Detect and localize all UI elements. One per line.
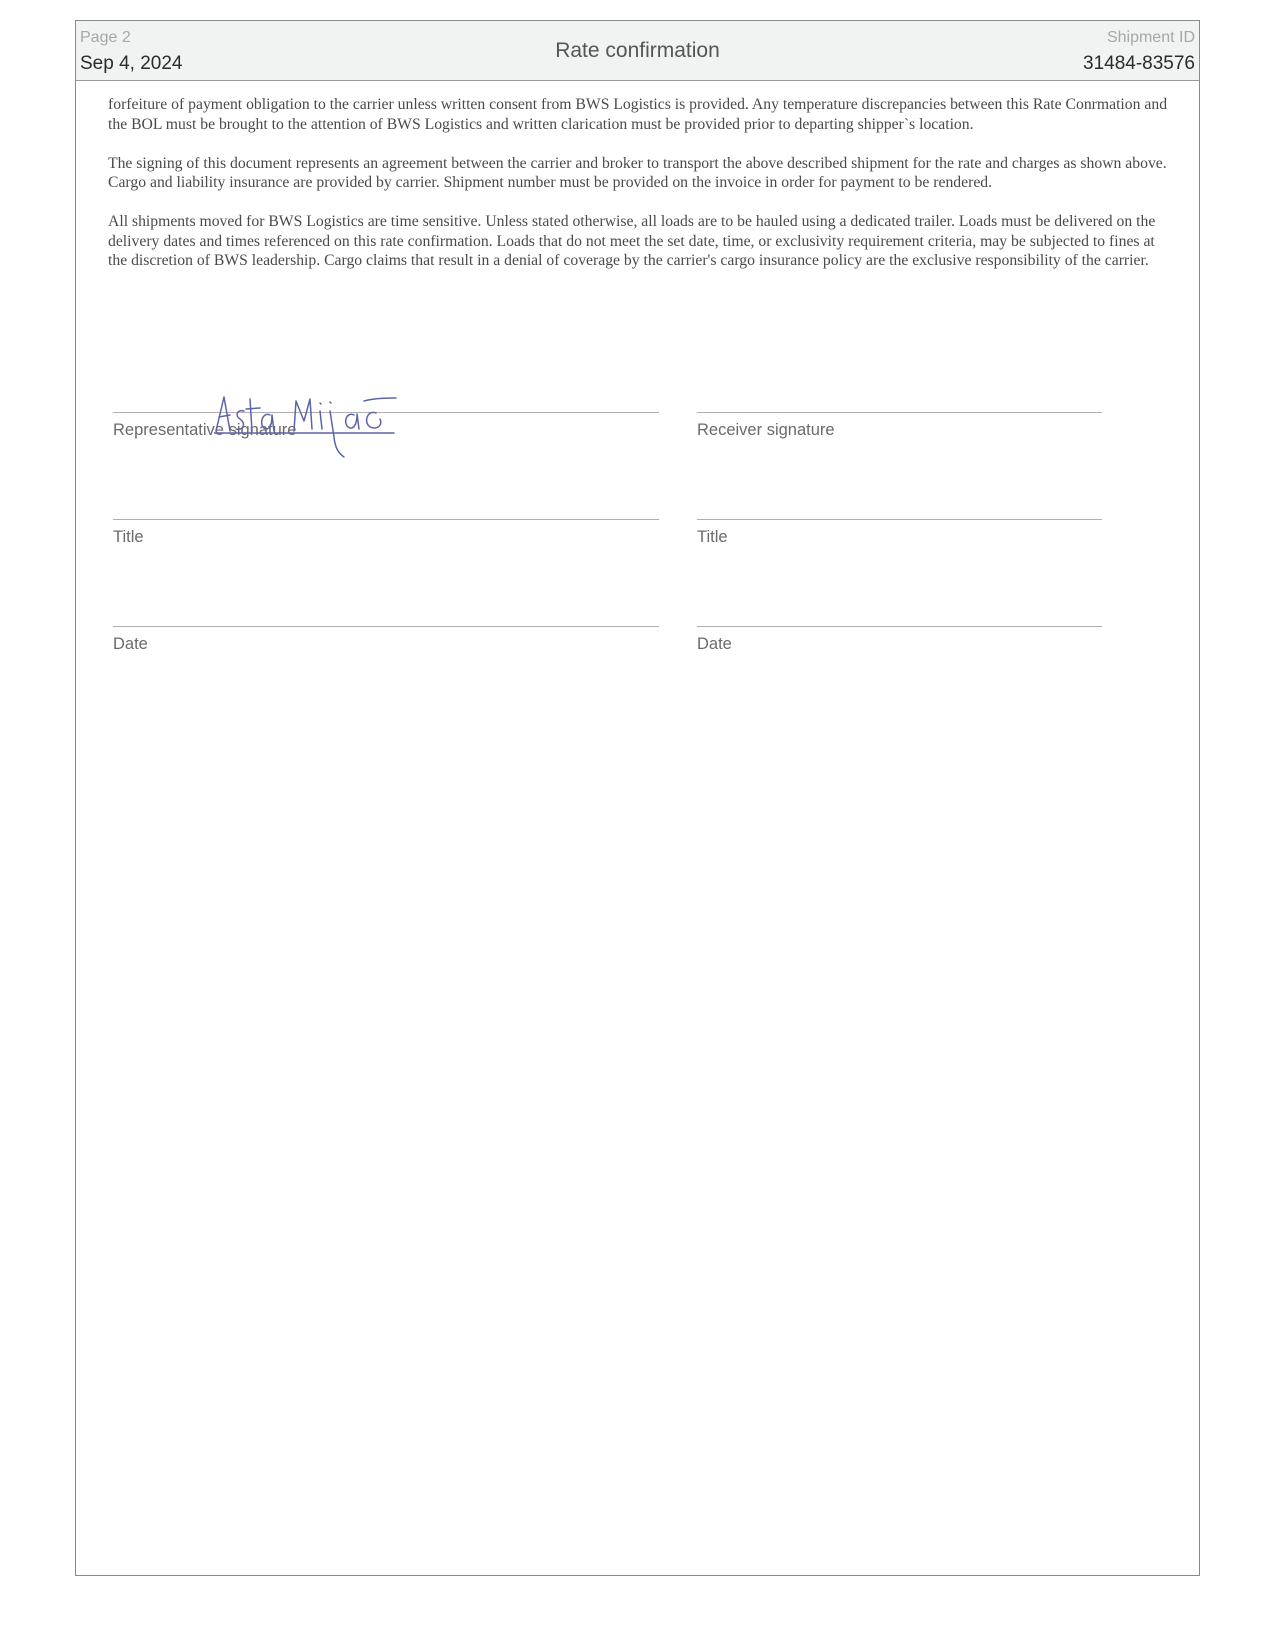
receiver-title-label: Title [697, 528, 728, 546]
shipment-id-value: 31484-83576 [1083, 53, 1195, 74]
page-number-label: Page 2 [80, 29, 131, 46]
receiver-signature-line[interactable] [697, 412, 1102, 413]
shipment-id-label: Shipment ID [1106, 29, 1195, 46]
receiver-date-line[interactable] [697, 626, 1102, 627]
handwritten-signature [214, 393, 414, 473]
representative-date-line[interactable] [113, 626, 659, 627]
receiver-signature-label: Receiver signature [697, 421, 835, 439]
receiver-date-label: Date [697, 635, 732, 653]
document-date: Sep 4, 2024 [80, 53, 183, 74]
representative-signature-block [113, 21, 659, 721]
terms-paragraph-1: forfeiture of payment obligation to the carrier unless written consent from BWS Logistics is provided. Any temperature discrepancies between this Rate Conrmation and the BOL must be brought to the attention of BWS Logistics and written clarication must be provided prior to departing shipper`s location. [108, 96, 1168, 133]
signature-name-text: Asta Mijac [214, 471, 220, 472]
representative-date-label: Date [113, 635, 148, 653]
receiver-title-line[interactable] [697, 519, 1102, 520]
representative-title-label: Title [113, 528, 144, 546]
terms-paragraph-3: All shipments moved for BWS Logistics are time sensitive. Unless stated otherwise, all loads are to be hauled using a dedicated trailer. Loads must be delivered on the delivery dates and times referenced on this rate confirmation. Loads that do not meet the set date, time, or exclusivity requirement criteria, may be subjected to fines at the discretion of BWS leadership. Cargo claims that result in a denial of coverage by the carrier's cargo insurance policy are the exclusive responsibility of the carrier. [108, 213, 1156, 269]
document-title: Rate confirmation [555, 39, 720, 62]
representative-signature-label: Representative signature [113, 421, 297, 439]
receiver-signature-block [697, 21, 1102, 721]
document-page [75, 20, 1200, 1576]
representative-title-line[interactable] [113, 519, 659, 520]
terms-paragraph-2: The signing of this document represents an agreement between the carrier and broker to transport the above described shipment for the rate and charges as shown above. Cargo and liability insurance are provided by carrier. Shipment number must be provided on the invoice in order for payment to be rendered. [108, 154, 1167, 191]
